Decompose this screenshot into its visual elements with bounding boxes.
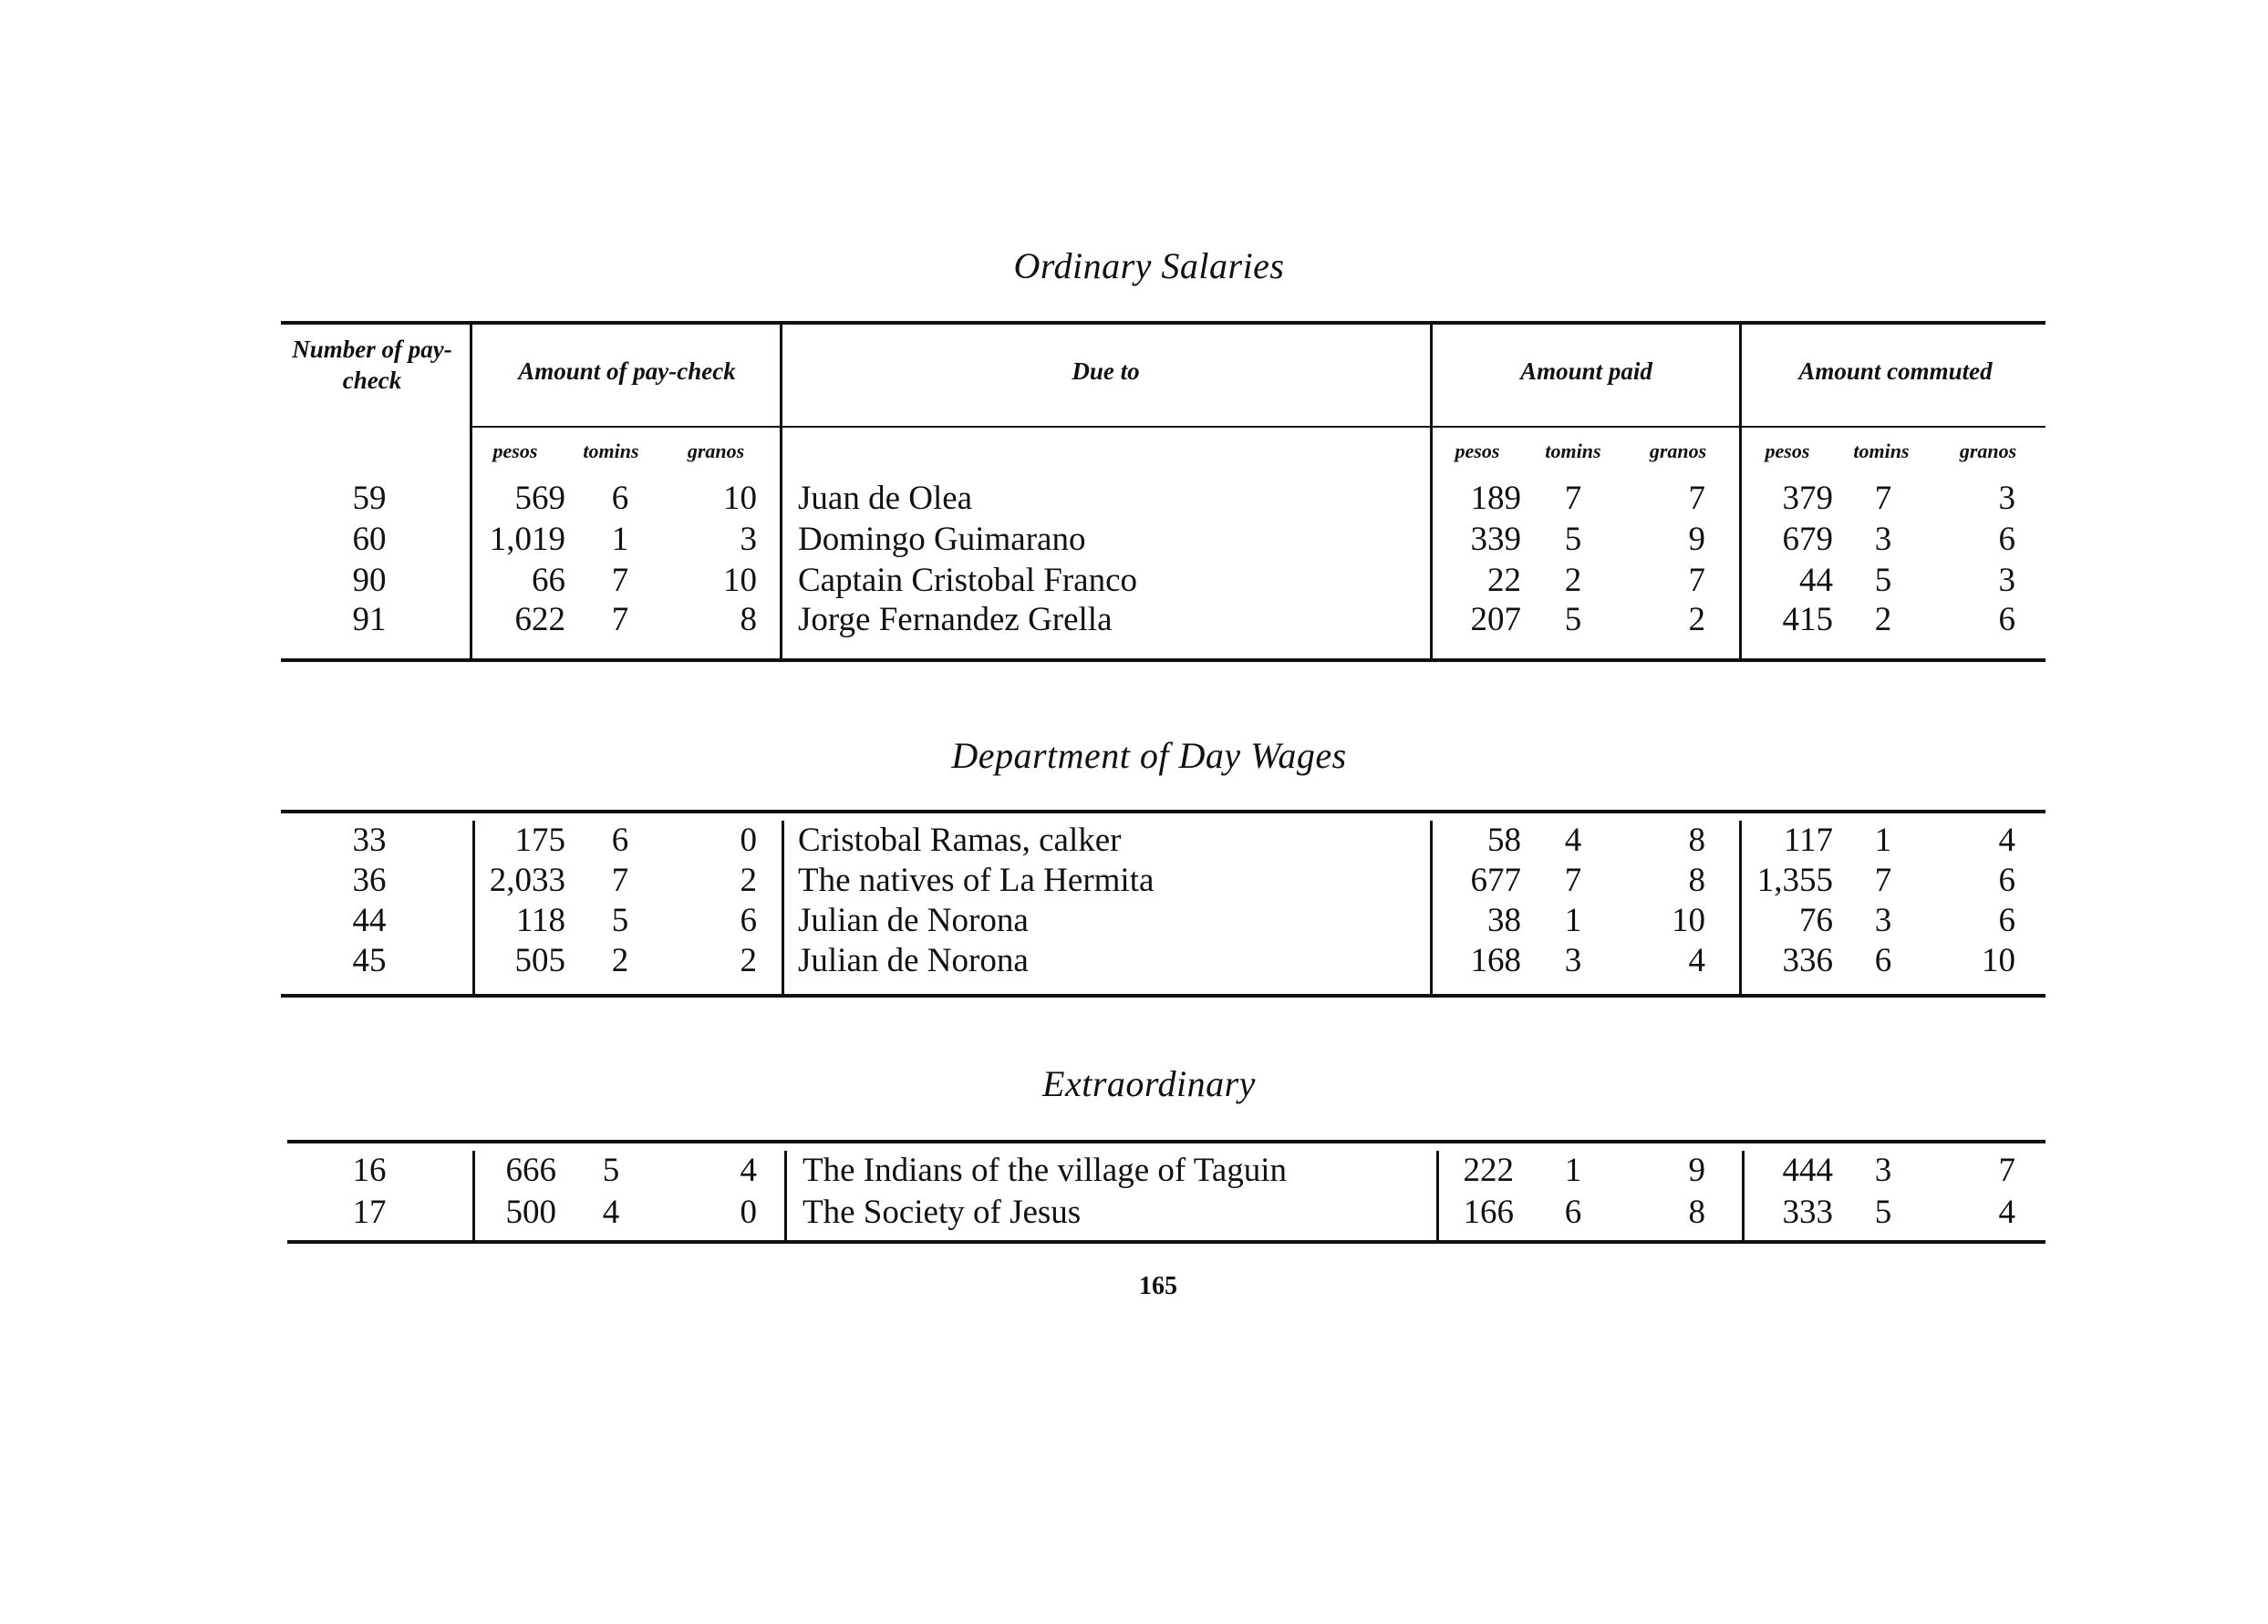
header-amount-paid: Amount paid bbox=[1520, 357, 1652, 385]
subheader-tomins: tomins bbox=[1853, 440, 1910, 462]
table-row bbox=[0, 901, 2268, 941]
header-rule bbox=[281, 426, 2045, 428]
paid-granos: 8 bbox=[1688, 822, 1705, 859]
table-row bbox=[0, 520, 2268, 560]
paid-granos: 9 bbox=[1688, 1152, 1705, 1189]
page-number: 165 bbox=[1139, 1272, 1177, 1300]
paycheck-tomins: 7 bbox=[611, 562, 629, 599]
paycheck-pesos: 66 bbox=[532, 562, 565, 599]
paid-granos: 9 bbox=[1688, 521, 1705, 558]
paycheck-tomins: 6 bbox=[611, 822, 629, 859]
commuted-granos: 3 bbox=[1998, 480, 2015, 517]
paid-pesos: 38 bbox=[1487, 902, 1521, 939]
paid-granos: 7 bbox=[1688, 562, 1705, 599]
paid-granos: 4 bbox=[1688, 942, 1705, 979]
paid-tomins: 7 bbox=[1564, 862, 1582, 899]
commuted-granos: 6 bbox=[1998, 902, 2015, 939]
commuted-pesos: 444 bbox=[1782, 1152, 1833, 1189]
table-row bbox=[0, 561, 2268, 601]
subheader-pesos: pesos bbox=[492, 440, 538, 462]
paid-granos: 7 bbox=[1688, 480, 1705, 517]
paid-pesos: 207 bbox=[1470, 601, 1521, 638]
paid-pesos: 222 bbox=[1463, 1152, 1514, 1189]
due-to-name: The Indians of the village of Taguin bbox=[803, 1152, 1288, 1189]
header-amount-paycheck: Amount of pay-check bbox=[518, 357, 736, 385]
bottom-rule bbox=[281, 994, 2045, 998]
commuted-granos: 3 bbox=[1998, 562, 2015, 599]
commuted-granos: 4 bbox=[1998, 822, 2015, 859]
paycheck-granos: 8 bbox=[740, 601, 757, 638]
due-to-name: Jorge Fernandez Grella bbox=[798, 601, 1113, 638]
due-to-name: Juan de Olea bbox=[798, 480, 973, 517]
paycheck-tomins: 1 bbox=[611, 521, 629, 558]
paycheck-number: 45 bbox=[352, 942, 387, 979]
paid-tomins: 5 bbox=[1564, 601, 1582, 638]
bottom-rule bbox=[281, 658, 2045, 662]
section-title-day-wages: Department of Day Wages bbox=[951, 735, 1347, 776]
paid-pesos: 189 bbox=[1470, 480, 1521, 517]
table-row bbox=[0, 941, 2268, 981]
paid-tomins: 4 bbox=[1564, 822, 1582, 859]
paycheck-number: 17 bbox=[352, 1194, 387, 1231]
paycheck-pesos: 1,019 bbox=[489, 521, 565, 558]
paid-tomins: 2 bbox=[1564, 562, 1582, 599]
paycheck-granos: 2 bbox=[740, 862, 757, 899]
paycheck-number: 59 bbox=[352, 480, 387, 517]
paycheck-granos: 0 bbox=[740, 1194, 757, 1231]
paycheck-granos: 0 bbox=[740, 822, 757, 859]
paycheck-tomins: 5 bbox=[602, 1152, 620, 1189]
paycheck-pesos: 505 bbox=[514, 942, 565, 979]
commuted-pesos: 333 bbox=[1782, 1194, 1833, 1231]
commuted-pesos: 76 bbox=[1799, 902, 1833, 939]
section-title-ordinary: Ordinary Salaries bbox=[1013, 245, 1285, 286]
paycheck-number: 60 bbox=[352, 521, 387, 558]
paid-pesos: 168 bbox=[1470, 942, 1521, 979]
due-to-name: Cristobal Ramas, calker bbox=[798, 822, 1122, 859]
paid-tomins: 1 bbox=[1564, 902, 1582, 939]
paycheck-pesos: 569 bbox=[514, 480, 565, 517]
commuted-tomins: 6 bbox=[1874, 942, 1892, 979]
subheader-granos: granos bbox=[1649, 440, 1707, 462]
commuted-granos: 6 bbox=[1998, 601, 2015, 638]
paid-pesos: 166 bbox=[1463, 1194, 1514, 1231]
paycheck-granos: 4 bbox=[740, 1152, 757, 1189]
subheader-tomins: tomins bbox=[1545, 440, 1601, 462]
commuted-tomins: 3 bbox=[1874, 902, 1892, 939]
paycheck-granos: 10 bbox=[723, 562, 757, 599]
commuted-pesos: 379 bbox=[1782, 480, 1833, 517]
table-row bbox=[0, 1151, 2268, 1191]
paid-granos: 8 bbox=[1688, 862, 1705, 899]
paid-granos: 2 bbox=[1688, 601, 1705, 638]
commuted-tomins: 3 bbox=[1874, 521, 1892, 558]
paid-tomins: 3 bbox=[1564, 942, 1582, 979]
paycheck-number: 36 bbox=[352, 862, 387, 899]
header-rule-left bbox=[281, 426, 472, 428]
paycheck-granos: 6 bbox=[740, 902, 757, 939]
commuted-granos: 6 bbox=[1998, 862, 2015, 899]
paycheck-number: 16 bbox=[352, 1152, 387, 1189]
header-due-to: Due to bbox=[1072, 357, 1140, 385]
due-to-name: The Society of Jesus bbox=[803, 1194, 1082, 1231]
commuted-tomins: 3 bbox=[1874, 1152, 1892, 1189]
paycheck-number: 90 bbox=[352, 562, 387, 599]
top-rule bbox=[281, 321, 2045, 325]
paycheck-pesos: 622 bbox=[514, 601, 565, 638]
commuted-tomins: 1 bbox=[1874, 822, 1892, 859]
bottom-rule bbox=[287, 1240, 2045, 1244]
paid-pesos: 677 bbox=[1470, 862, 1521, 899]
subheader-pesos: pesos bbox=[1765, 440, 1810, 462]
commuted-pesos: 336 bbox=[1782, 942, 1833, 979]
subheader-granos: granos bbox=[687, 440, 745, 462]
due-to-name: The natives of La Hermita bbox=[798, 862, 1155, 899]
paid-tomins: 5 bbox=[1564, 521, 1582, 558]
paid-pesos: 22 bbox=[1487, 562, 1521, 599]
due-to-name: Julian de Norona bbox=[798, 942, 1029, 979]
paycheck-pesos: 175 bbox=[514, 822, 565, 859]
commuted-tomins: 5 bbox=[1874, 562, 1892, 599]
table-row bbox=[0, 600, 2268, 640]
paycheck-pesos: 118 bbox=[515, 902, 565, 939]
paid-tomins: 1 bbox=[1564, 1152, 1582, 1189]
table-row bbox=[0, 479, 2268, 519]
commuted-pesos: 117 bbox=[1783, 822, 1833, 859]
subheader-granos: granos bbox=[1959, 440, 2017, 462]
paycheck-granos: 2 bbox=[740, 942, 757, 979]
paycheck-tomins: 5 bbox=[611, 902, 629, 939]
paycheck-number: 33 bbox=[352, 822, 387, 859]
commuted-pesos: 44 bbox=[1799, 562, 1833, 599]
header-amount-commuted: Amount commuted bbox=[1798, 357, 1993, 385]
commuted-tomins: 7 bbox=[1874, 862, 1892, 899]
due-to-name: Julian de Norona bbox=[798, 902, 1029, 939]
commuted-granos: 6 bbox=[1998, 521, 2015, 558]
subheader-pesos: pesos bbox=[1455, 440, 1500, 462]
paycheck-pesos: 666 bbox=[505, 1152, 556, 1189]
section-title-extraordinary: Extraordinary bbox=[1042, 1063, 1256, 1104]
paycheck-granos: 10 bbox=[723, 480, 757, 517]
commuted-granos: 7 bbox=[1998, 1152, 2015, 1189]
paycheck-tomins: 2 bbox=[611, 942, 629, 979]
paycheck-tomins: 7 bbox=[611, 601, 629, 638]
paid-pesos: 58 bbox=[1487, 822, 1521, 859]
paycheck-tomins: 4 bbox=[602, 1194, 620, 1231]
table-row bbox=[0, 821, 2268, 861]
header-number: Number of pay-check bbox=[292, 336, 452, 394]
top-rule bbox=[281, 810, 2045, 813]
paycheck-granos: 3 bbox=[740, 521, 757, 558]
subheader-tomins: tomins bbox=[583, 440, 639, 462]
paycheck-tomins: 6 bbox=[611, 480, 629, 517]
paid-granos: 10 bbox=[1672, 902, 1705, 939]
paid-tomins: 7 bbox=[1564, 480, 1582, 517]
table-row bbox=[0, 861, 2268, 901]
table-row bbox=[0, 1193, 2268, 1233]
commuted-granos: 4 bbox=[1998, 1194, 2015, 1231]
commuted-granos: 10 bbox=[1982, 942, 2015, 979]
commuted-tomins: 2 bbox=[1874, 601, 1892, 638]
due-to-name: Domingo Guimarano bbox=[798, 521, 1086, 558]
commuted-pesos: 679 bbox=[1782, 521, 1833, 558]
paid-tomins: 6 bbox=[1564, 1194, 1582, 1231]
paycheck-number: 44 bbox=[352, 902, 387, 939]
commuted-pesos: 415 bbox=[1782, 601, 1833, 638]
commuted-tomins: 5 bbox=[1874, 1194, 1892, 1231]
top-rule bbox=[287, 1140, 2045, 1143]
paid-pesos: 339 bbox=[1470, 521, 1521, 558]
paid-granos: 8 bbox=[1688, 1194, 1705, 1231]
commuted-tomins: 7 bbox=[1874, 480, 1892, 517]
commuted-pesos: 1,355 bbox=[1756, 862, 1833, 899]
paycheck-pesos: 500 bbox=[505, 1194, 556, 1231]
paycheck-tomins: 7 bbox=[611, 862, 629, 899]
paycheck-number: 91 bbox=[352, 601, 387, 638]
paycheck-pesos: 2,033 bbox=[489, 862, 565, 899]
due-to-name: Captain Cristobal Franco bbox=[798, 562, 1137, 599]
